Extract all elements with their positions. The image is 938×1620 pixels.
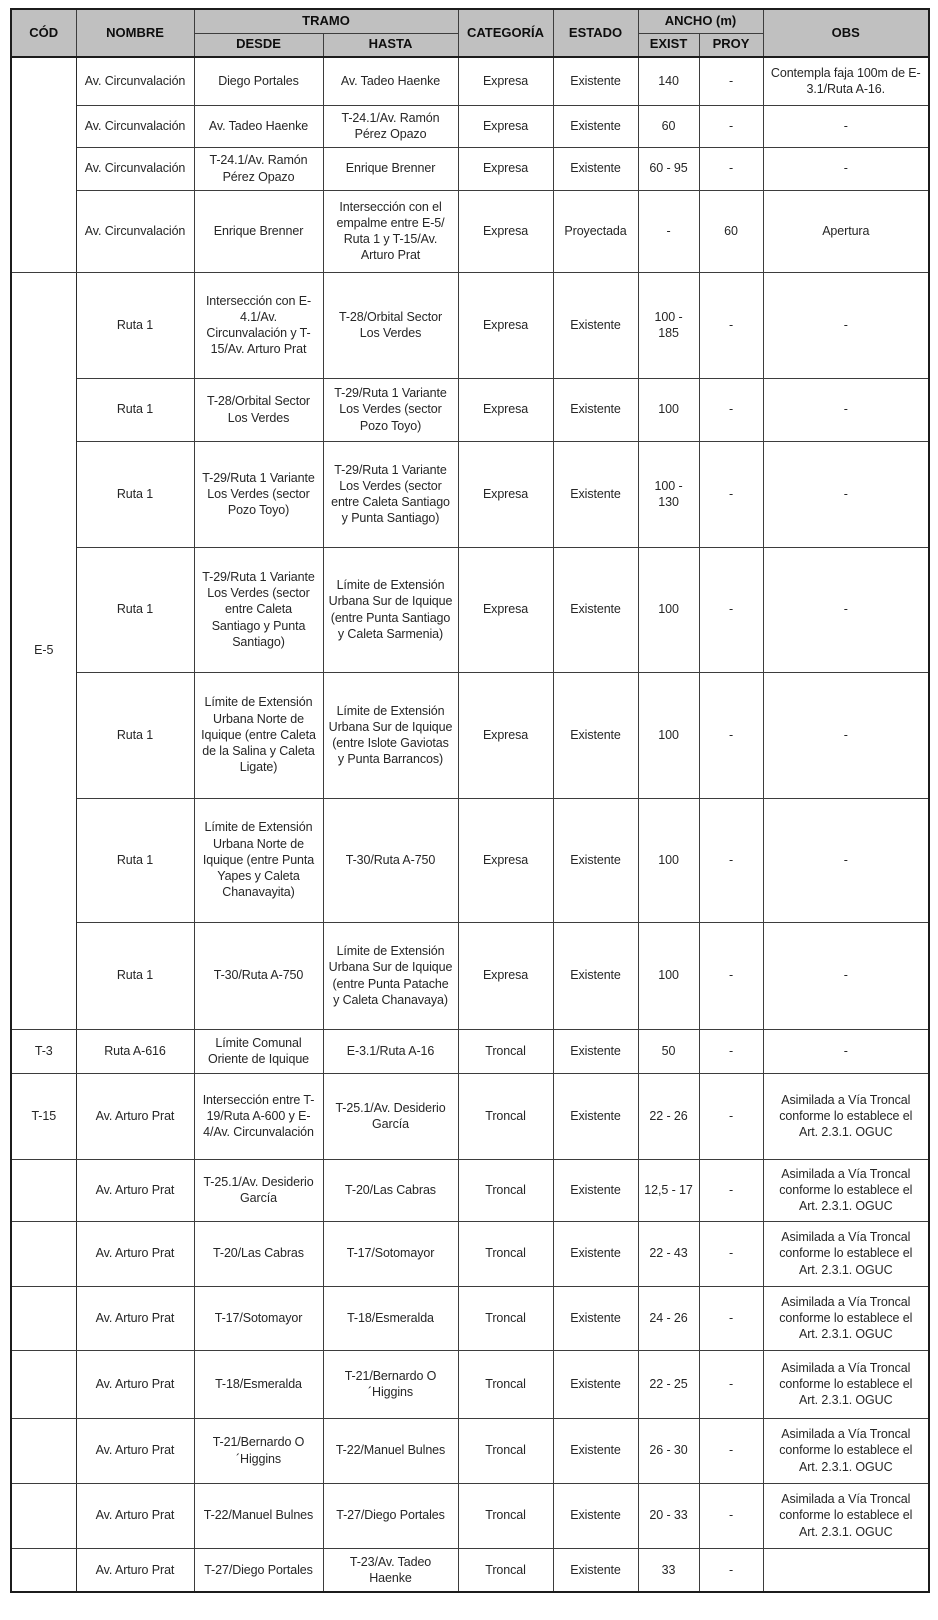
cell-obs: - <box>763 1029 929 1073</box>
cell-nombre: Av. Circunvalación <box>76 190 194 272</box>
cell-categoria: Troncal <box>458 1073 553 1159</box>
cell-estado: Existente <box>553 1483 638 1548</box>
cell-estado: Existente <box>553 1548 638 1592</box>
table-row <box>11 1221 929 1286</box>
cell-categoria: Expresa <box>458 147 553 190</box>
cell-proy: - <box>699 1286 763 1350</box>
cell-nombre: Av. Arturo Prat <box>76 1286 194 1350</box>
cell-nombre: Ruta 1 <box>76 272 194 378</box>
cell-nombre: Av. Circunvalación <box>76 105 194 147</box>
cell-desde: Límite de Extensión Urbana Norte de Iquique (entre Punta Yapes y Caleta Chanavayita) <box>194 798 323 922</box>
cell-categoria: Troncal <box>458 1029 553 1073</box>
cell-desde: Límite Comunal Oriente de Iquique <box>194 1029 323 1073</box>
cell-obs: - <box>763 105 929 147</box>
cell-exist: 60 <box>638 105 699 147</box>
cell-estado: Existente <box>553 672 638 798</box>
cell-obs: Asimilada a Vía Troncal conforme lo establece el Art. 2.3.1. OGUC <box>763 1418 929 1483</box>
table-row <box>11 1286 929 1350</box>
cell-hasta: T-24.1/Av. Ramón Pérez Opazo <box>323 105 458 147</box>
cell-exist: 100 - 185 <box>638 272 699 378</box>
cell-hasta: T-20/Las Cabras <box>323 1159 458 1221</box>
cell-obs: - <box>763 378 929 441</box>
cell-estado: Existente <box>553 1159 638 1221</box>
cell-hasta: T-17/Sotomayor <box>323 1221 458 1286</box>
cell-nombre: Ruta 1 <box>76 441 194 547</box>
header-hasta: HASTA <box>323 33 458 57</box>
cell-proy: - <box>699 272 763 378</box>
cell-cod <box>11 1418 76 1483</box>
cell-estado: Existente <box>553 1073 638 1159</box>
cell-proy: 60 <box>699 190 763 272</box>
cell-exist: 100 <box>638 798 699 922</box>
cell-hasta: Intersección con el empalme entre E-5/ Ruta 1 y T-15/Av. Arturo Prat <box>323 190 458 272</box>
cell-cod <box>11 1286 76 1350</box>
cell-estado: Existente <box>553 272 638 378</box>
table-row <box>11 147 929 190</box>
cell-obs: - <box>763 672 929 798</box>
cell-obs: - <box>763 441 929 547</box>
cell-exist: 100 <box>638 547 699 672</box>
cell-desde: T-18/Esmeralda <box>194 1350 323 1418</box>
table-row <box>11 1073 929 1159</box>
cell-obs: Asimilada a Vía Troncal conforme lo establece el Art. 2.3.1. OGUC <box>763 1221 929 1286</box>
cell-desde: T-24.1/Av. Ramón Pérez Opazo <box>194 147 323 190</box>
cell-categoria: Troncal <box>458 1483 553 1548</box>
table-body <box>11 57 929 1592</box>
cell-categoria: Expresa <box>458 547 553 672</box>
cell-proy: - <box>699 147 763 190</box>
cell-proy: - <box>699 57 763 105</box>
cell-cod <box>11 1159 76 1221</box>
cell-categoria: Troncal <box>458 1159 553 1221</box>
cell-estado: Existente <box>553 105 638 147</box>
cell-categoria: Expresa <box>458 190 553 272</box>
cell-estado: Existente <box>553 547 638 672</box>
header-desde: DESDE <box>194 33 323 57</box>
cell-nombre: Ruta 1 <box>76 547 194 672</box>
cell-proy: - <box>699 547 763 672</box>
cell-nombre: Ruta 1 <box>76 378 194 441</box>
cell-obs: Asimilada a Vía Troncal conforme lo establece el Art. 2.3.1. OGUC <box>763 1159 929 1221</box>
table-row <box>11 1483 929 1548</box>
cell-proy: - <box>699 922 763 1029</box>
cell-nombre: Ruta 1 <box>76 798 194 922</box>
table-row <box>11 672 929 798</box>
cell-categoria: Expresa <box>458 272 553 378</box>
cell-desde: Límite de Extensión Urbana Norte de Iquique (entre Caleta de la Salina y Caleta Ligate) <box>194 672 323 798</box>
cell-categoria: Troncal <box>458 1350 553 1418</box>
cell-hasta: E-3.1/Ruta A-16 <box>323 1029 458 1073</box>
cell-exist: 22 - 43 <box>638 1221 699 1286</box>
cell-nombre: Av. Arturo Prat <box>76 1418 194 1483</box>
cell-estado: Existente <box>553 922 638 1029</box>
cell-obs: Asimilada a Vía Troncal conforme lo establece el Art. 2.3.1. OGUC <box>763 1350 929 1418</box>
cell-desde: T-29/Ruta 1 Variante Los Verdes (sector Pozo Toyo) <box>194 441 323 547</box>
cell-categoria: Expresa <box>458 378 553 441</box>
table-header <box>11 9 929 57</box>
header-nombre: NOMBRE <box>76 9 194 57</box>
cell-proy: - <box>699 798 763 922</box>
cell-hasta: T-18/Esmeralda <box>323 1286 458 1350</box>
cell-nombre: Ruta 1 <box>76 672 194 798</box>
header-obs: OBS <box>763 9 929 57</box>
cell-categoria: Troncal <box>458 1221 553 1286</box>
cell-proy: - <box>699 1548 763 1592</box>
cell-cod <box>11 1221 76 1286</box>
cell-desde: T-20/Las Cabras <box>194 1221 323 1286</box>
table-row <box>11 547 929 672</box>
cell-nombre: Av. Arturo Prat <box>76 1350 194 1418</box>
cell-cod <box>11 1548 76 1592</box>
table-row <box>11 1350 929 1418</box>
cell-exist: 100 - 130 <box>638 441 699 547</box>
cell-nombre: Av. Circunvalación <box>76 57 194 105</box>
cell-desde: T-30/Ruta A-750 <box>194 922 323 1029</box>
cell-hasta: Enrique Brenner <box>323 147 458 190</box>
table-row <box>11 798 929 922</box>
cell-proy: - <box>699 441 763 547</box>
cell-obs: - <box>763 547 929 672</box>
cell-exist: 26 - 30 <box>638 1418 699 1483</box>
cell-exist: 60 - 95 <box>638 147 699 190</box>
cell-nombre: Av. Arturo Prat <box>76 1221 194 1286</box>
cell-proy: - <box>699 1221 763 1286</box>
cell-categoria: Troncal <box>458 1286 553 1350</box>
cell-proy: - <box>699 1159 763 1221</box>
cell-desde: T-21/Bernardo O´Higgins <box>194 1418 323 1483</box>
cell-estado: Proyectada <box>553 190 638 272</box>
cell-hasta: Límite de Extensión Urbana Sur de Iquique (entre Punta Santiago y Caleta Sarmenia) <box>323 547 458 672</box>
cell-desde: Intersección entre T-19/Ruta A-600 y E-4/Av. Circunvalación <box>194 1073 323 1159</box>
cell-obs: - <box>763 272 929 378</box>
cell-categoria: Expresa <box>458 922 553 1029</box>
cell-hasta: T-29/Ruta 1 Variante Los Verdes (sector Pozo Toyo) <box>323 378 458 441</box>
header-exist: EXIST <box>638 33 699 57</box>
cell-exist: 33 <box>638 1548 699 1592</box>
cell-estado: Existente <box>553 57 638 105</box>
cell-proy: - <box>699 1483 763 1548</box>
cell-hasta: T-29/Ruta 1 Variante Los Verdes (sector entre Caleta Santiago y Punta Santiago) <box>323 441 458 547</box>
table-row <box>11 922 929 1029</box>
cell-hasta: T-23/Av. Tadeo Haenke <box>323 1548 458 1592</box>
cell-desde: Av. Tadeo Haenke <box>194 105 323 147</box>
cell-exist: - <box>638 190 699 272</box>
cell-cod <box>11 1350 76 1418</box>
cell-exist: 22 - 26 <box>638 1073 699 1159</box>
cell-cod <box>11 1483 76 1548</box>
table-row <box>11 190 929 272</box>
cell-nombre: Av. Arturo Prat <box>76 1483 194 1548</box>
cell-obs: Asimilada a Vía Troncal conforme lo establece el Art. 2.3.1. OGUC <box>763 1073 929 1159</box>
cell-obs: Asimilada a Vía Troncal conforme lo establece el Art. 2.3.1. OGUC <box>763 1483 929 1548</box>
cell-categoria: Expresa <box>458 441 553 547</box>
cell-hasta: T-30/Ruta A-750 <box>323 798 458 922</box>
cell-proy: - <box>699 672 763 798</box>
cell-proy: - <box>699 378 763 441</box>
cell-exist: 140 <box>638 57 699 105</box>
cell-desde: T-25.1/Av. Desiderio García <box>194 1159 323 1221</box>
cell-estado: Existente <box>553 1350 638 1418</box>
cell-exist: 100 <box>638 378 699 441</box>
cell-obs: Asimilada a Vía Troncal conforme lo establece el Art. 2.3.1. OGUC <box>763 1286 929 1350</box>
document-page <box>0 8 938 1620</box>
cell-desde: T-29/Ruta 1 Variante Los Verdes (sector entre Caleta Santiago y Punta Santiago) <box>194 547 323 672</box>
cell-hasta: T-21/Bernardo O´Higgins <box>323 1350 458 1418</box>
cell-estado: Existente <box>553 1029 638 1073</box>
cell-proy: - <box>699 1029 763 1073</box>
table-row <box>11 1029 929 1073</box>
table-row <box>11 1548 929 1592</box>
cell-obs: - <box>763 798 929 922</box>
cell-exist: 24 - 26 <box>638 1286 699 1350</box>
cell-desde: T-17/Sotomayor <box>194 1286 323 1350</box>
cell-desde: Diego Portales <box>194 57 323 105</box>
header-categoria: CATEGORÍA <box>458 9 553 57</box>
cell-categoria: Expresa <box>458 798 553 922</box>
cell-estado: Existente <box>553 1221 638 1286</box>
cell-obs: - <box>763 147 929 190</box>
cell-obs: Contempla faja 100m de E-3.1/Ruta A-16. <box>763 57 929 105</box>
cell-exist: 100 <box>638 922 699 1029</box>
cell-categoria: Expresa <box>458 672 553 798</box>
cell-estado: Existente <box>553 798 638 922</box>
cell-cod <box>11 57 76 272</box>
cell-cod: T-3 <box>11 1029 76 1073</box>
cell-hasta: T-25.1/Av. Desiderio García <box>323 1073 458 1159</box>
road-network-table <box>10 8 930 1593</box>
cell-obs: - <box>763 922 929 1029</box>
cell-proy: - <box>699 1350 763 1418</box>
cell-obs <box>763 1548 929 1592</box>
cell-estado: Existente <box>553 378 638 441</box>
cell-proy: - <box>699 1073 763 1159</box>
cell-desde: T-28/Orbital Sector Los Verdes <box>194 378 323 441</box>
cell-proy: - <box>699 1418 763 1483</box>
cell-exist: 22 - 25 <box>638 1350 699 1418</box>
header-proy: PROY <box>699 33 763 57</box>
header-cod: CÓD <box>11 9 76 57</box>
cell-nombre: Av. Arturo Prat <box>76 1073 194 1159</box>
header-tramo: TRAMO <box>194 9 458 33</box>
cell-desde: T-27/Diego Portales <box>194 1548 323 1592</box>
table-row <box>11 105 929 147</box>
table-row <box>11 272 929 378</box>
table-row <box>11 1159 929 1221</box>
cell-estado: Existente <box>553 1286 638 1350</box>
cell-cod: E-5 <box>11 272 76 1029</box>
header-ancho: ANCHO (m) <box>638 9 763 33</box>
table-row <box>11 378 929 441</box>
cell-nombre: Av. Arturo Prat <box>76 1548 194 1592</box>
cell-categoria: Expresa <box>458 105 553 147</box>
cell-desde: T-22/Manuel Bulnes <box>194 1483 323 1548</box>
cell-desde: Enrique Brenner <box>194 190 323 272</box>
cell-hasta: T-22/Manuel Bulnes <box>323 1418 458 1483</box>
cell-nombre: Av. Arturo Prat <box>76 1159 194 1221</box>
table-row <box>11 57 929 105</box>
cell-hasta: T-27/Diego Portales <box>323 1483 458 1548</box>
cell-exist: 100 <box>638 672 699 798</box>
cell-obs: Apertura <box>763 190 929 272</box>
cell-exist: 12,5 - 17 <box>638 1159 699 1221</box>
table-row <box>11 1418 929 1483</box>
cell-hasta: Límite de Extensión Urbana Sur de Iquique (entre Punta Patache y Caleta Chanavaya) <box>323 922 458 1029</box>
header-row-1 <box>11 9 929 33</box>
cell-estado: Existente <box>553 147 638 190</box>
cell-estado: Existente <box>553 441 638 547</box>
cell-cod: T-15 <box>11 1073 76 1159</box>
cell-hasta: Límite de Extensión Urbana Sur de Iquique (entre Islote Gaviotas y Punta Barrancos) <box>323 672 458 798</box>
header-estado: ESTADO <box>553 9 638 57</box>
cell-hasta: Av. Tadeo Haenke <box>323 57 458 105</box>
cell-nombre: Ruta 1 <box>76 922 194 1029</box>
cell-desde: Intersección con E-4.1/Av. Circunvalación y T-15/Av. Arturo Prat <box>194 272 323 378</box>
cell-nombre: Av. Circunvalación <box>76 147 194 190</box>
cell-nombre: Ruta A-616 <box>76 1029 194 1073</box>
cell-exist: 20 - 33 <box>638 1483 699 1548</box>
cell-categoria: Expresa <box>458 57 553 105</box>
cell-categoria: Troncal <box>458 1418 553 1483</box>
cell-estado: Existente <box>553 1418 638 1483</box>
cell-exist: 50 <box>638 1029 699 1073</box>
cell-proy: - <box>699 105 763 147</box>
cell-hasta: T-28/Orbital Sector Los Verdes <box>323 272 458 378</box>
table-row <box>11 441 929 547</box>
cell-categoria: Troncal <box>458 1548 553 1592</box>
